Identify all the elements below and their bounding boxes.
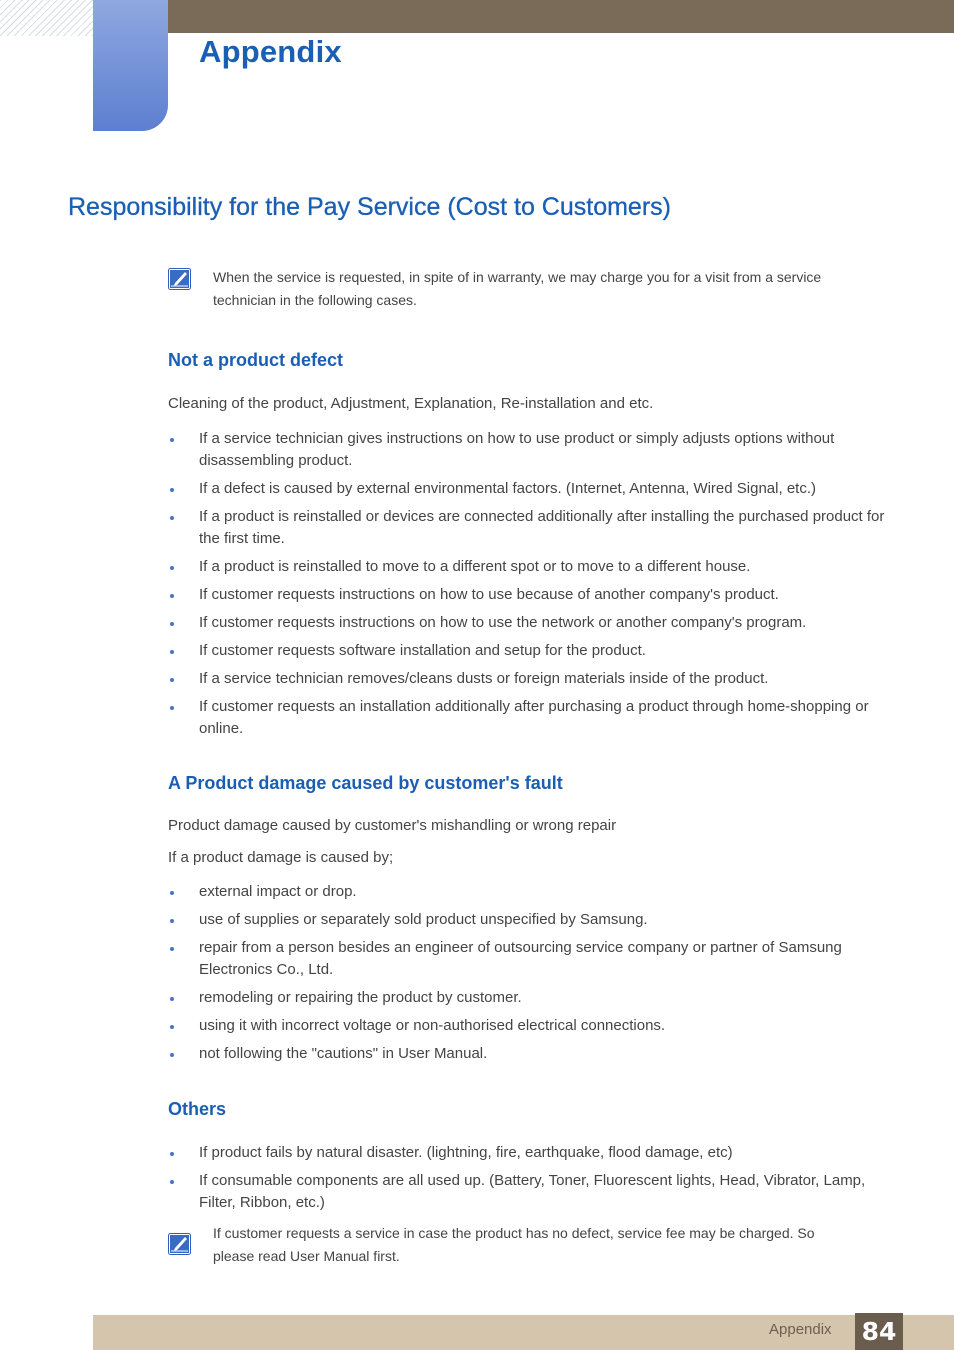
intro-note-line2: technician in the following cases. xyxy=(213,292,417,308)
list-item: If customer requests instructions on how to use because of another company's product. xyxy=(168,584,888,606)
section2-list xyxy=(168,881,888,1071)
outro-note-line1: If customer requests a service in case the product has no defect, service fee may be charged. So xyxy=(213,1225,815,1241)
section-title-others: Others xyxy=(168,1099,227,1119)
bullet-icon xyxy=(170,997,174,1001)
bullet-icon xyxy=(170,947,174,951)
bullet-icon xyxy=(170,891,174,895)
section3-list xyxy=(168,1142,888,1220)
bullet-icon xyxy=(170,678,174,682)
list-item: If a defect is caused by external environmental factors. (Internet, Antenna, Wired Signal, etc.) xyxy=(168,478,888,500)
list-item: If consumable components are all used up. (Battery, Toner, Fluorescent lights, Head, Vibrator, Lamp, Filter, Ribbon, etc.) xyxy=(168,1170,888,1214)
footer-section-label: Appendix xyxy=(769,1321,832,1338)
list-item: If customer requests software installation and setup for the product. xyxy=(168,640,888,662)
list-item: repair from a person besides an engineer of outsourcing service company or partner of Samsung Electronics Co., Ltd. xyxy=(168,937,888,981)
bullet-icon xyxy=(170,1053,174,1057)
page-title: Responsibility for the Pay Service (Cost to Customers) xyxy=(68,193,671,221)
intro-note-line1: When the service is requested, in spite of in warranty, we may charge you for a visit from a service xyxy=(213,269,822,285)
section2-intro2: If a product damage is caused by; xyxy=(168,849,394,866)
chapter-title: Appendix xyxy=(199,34,342,69)
bullet-icon xyxy=(170,1025,174,1029)
list-item: not following the "cautions" in User Manual. xyxy=(168,1043,888,1065)
bullet-icon xyxy=(170,488,174,492)
bullet-icon xyxy=(170,1152,174,1156)
section-title-customer-fault: A Product damage caused by customer's fault xyxy=(168,773,563,793)
list-item: using it with incorrect voltage or non-authorised electrical connections. xyxy=(168,1015,888,1037)
section-title-not-a-product-defect: Not a product defect xyxy=(168,350,344,370)
section2-intro1: Product damage caused by customer's mishandling or wrong repair xyxy=(168,817,617,834)
section1-intro: Cleaning of the product, Adjustment, Explanation, Re-installation and etc. xyxy=(168,395,654,412)
list-item: use of supplies or separately sold product unspecified by Samsung. xyxy=(168,909,888,931)
page-number: 84 xyxy=(855,1313,903,1350)
outro-note-line2: please read User Manual first. xyxy=(213,1248,400,1264)
list-item: If a service technician removes/cleans dusts or foreign materials inside of the product. xyxy=(168,668,888,690)
list-item: If a product is reinstalled to move to a different spot or to move to a different house. xyxy=(168,556,888,578)
list-item: If customer requests instructions on how to use the network or another company's program. xyxy=(168,612,888,634)
bullet-icon xyxy=(170,706,174,710)
bullet-icon xyxy=(170,594,174,598)
bullet-icon xyxy=(170,566,174,570)
bullet-icon xyxy=(170,919,174,923)
header-bar xyxy=(168,0,954,33)
list-item: If customer requests an installation additionally after purchasing a product through home-shopping or online. xyxy=(168,696,888,740)
bullet-icon xyxy=(170,622,174,626)
bullet-icon xyxy=(170,438,174,442)
section1-list xyxy=(168,428,888,746)
chapter-tab-decoration xyxy=(93,0,168,131)
bullet-icon xyxy=(170,650,174,654)
bullet-icon xyxy=(170,1180,174,1184)
list-item: If a product is reinstalled or devices are connected additionally after installing the purchased product for the first time. xyxy=(168,506,888,550)
intro-note-text xyxy=(213,266,873,312)
note-pencil-icon xyxy=(168,268,191,290)
outro-note-text xyxy=(213,1222,873,1268)
list-item: remodeling or repairing the product by customer. xyxy=(168,987,888,1009)
note-pencil-icon xyxy=(168,1233,191,1255)
list-item: If a service technician gives instructions on how to use product or simply adjusts options without disassembling product. xyxy=(168,428,888,472)
header-hatch-decoration xyxy=(0,0,93,36)
list-item: external impact or drop. xyxy=(168,881,888,903)
bullet-icon xyxy=(170,516,174,520)
list-item: If product fails by natural disaster. (lightning, fire, earthquake, flood damage, etc) xyxy=(168,1142,888,1164)
